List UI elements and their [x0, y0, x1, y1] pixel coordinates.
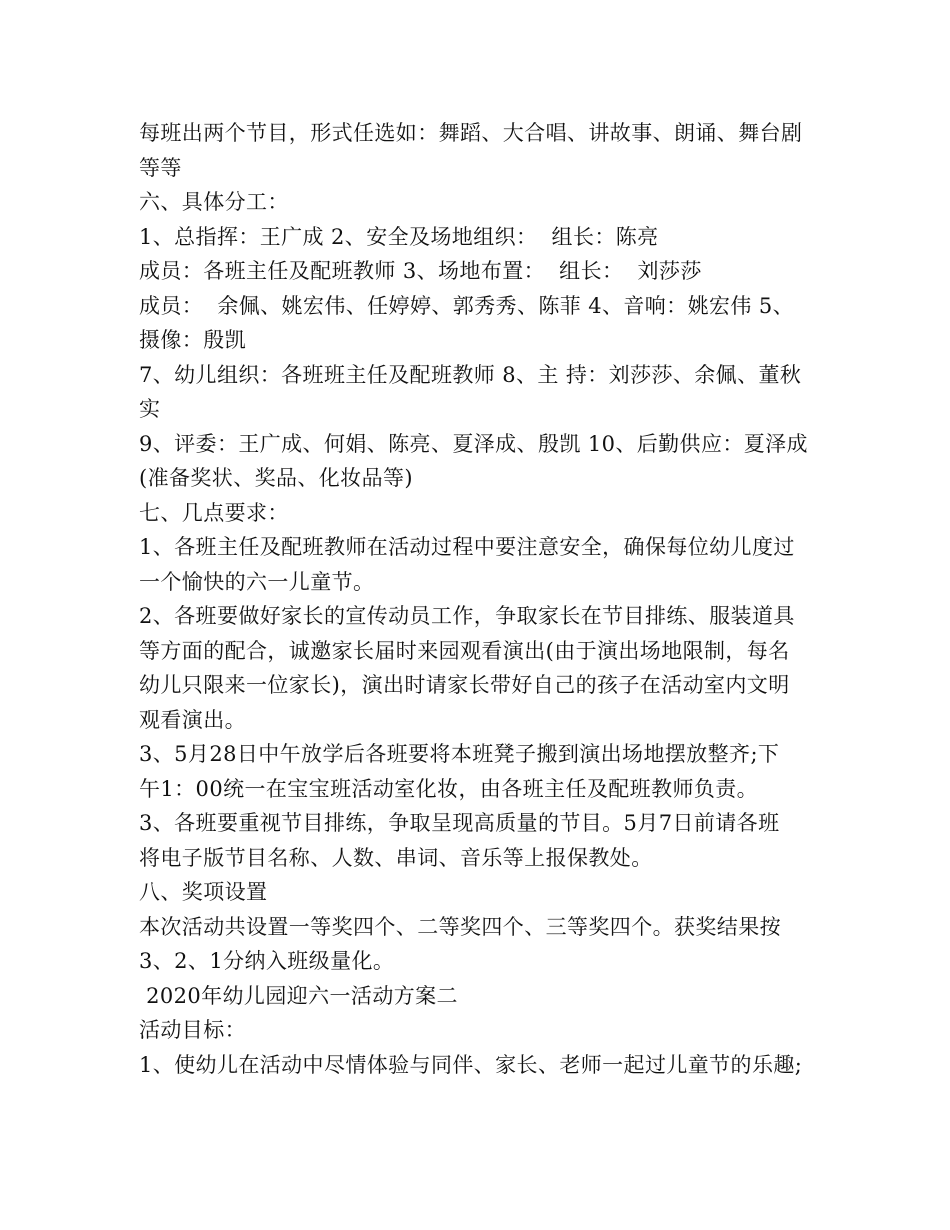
text-line: 1、各班主任及配班教师在活动过程中要注意安全，确保每位幼儿度过 [139, 535, 795, 559]
text-line: 7、幼儿组织：各班班主任及配班教师 8、主 持：刘莎莎、余佩、董秋 [139, 362, 802, 387]
text-line: 2、各班要做好家长的宣传动员工作，争取家长在节目排练、服装道具 [139, 604, 795, 628]
text-line: (准备奖状、奖品、化妆品等) [139, 466, 413, 490]
text-line: 成员：各班主任及配班教师 3、场地布置： 组长： 刘莎莎 [139, 259, 702, 283]
section-heading: 八、奖项设置 [139, 880, 268, 904]
text-line: 9、评委：王广成、何娟、陈亮、夏泽成、殷凯 10、后勤供应：夏泽成 [139, 431, 808, 456]
text-line: 成员： 余佩、姚宏伟、任婷婷、郭秀秀、陈菲 4、音响：姚宏伟 5、 [139, 293, 795, 318]
text-line: 幼儿只限来一位家长)，演出时请家长带好自己的孩子在活动室内文明 [139, 673, 790, 697]
text-line: 3、2、1分纳入班级量化。 [139, 949, 395, 973]
text-line: 观看演出。 [139, 707, 246, 732]
text-line: 每班出两个节目，形式任选如：舞蹈、大合唱、讲故事、朗诵、舞台剧 [139, 121, 803, 145]
text-line: 1、总指挥：王广成 2、安全及场地组织： 组长：陈亮 [139, 224, 659, 249]
text-line: 一个愉快的六一儿童节。 [139, 569, 375, 594]
text-line: 午1：00统一在宝宝班活动室化妆，由各班主任及配班教师负责。 [139, 776, 759, 801]
document-body [139, 116, 817, 1082]
text-line: 本次活动共设置一等奖四个、二等奖四个、三等奖四个。获奖结果按 [139, 914, 781, 939]
text-line: 1、使幼儿在活动中尽情体验与同伴、家长、老师一起过儿童节的乐趣; [139, 1052, 803, 1077]
text-line: 等方面的配合，诚邀家长届时来园观看演出(由于演出场地限制，每名 [139, 638, 790, 663]
text-line: 摄像：殷凯 [139, 328, 246, 352]
document-subtitle: 2020年幼儿园迎六一活动方案二 [139, 983, 458, 1008]
text-line: 3、5月28日中午放学后各班要将本班凳子搬到演出场地摆放整齐;下 [139, 742, 780, 766]
section-heading: 七、几点要求： [139, 500, 289, 525]
section-heading: 活动目标： [139, 1018, 246, 1042]
text-line: 3、各班要重视节目排练，争取呈现高质量的节目。5月7日前请各班 [139, 811, 780, 835]
section-heading: 六、具体分工： [139, 190, 289, 214]
text-line: 等等 [139, 155, 182, 180]
text-line: 实 [139, 397, 161, 421]
text-line: 将电子版节目名称、人数、串词、音乐等上报保教处。 [139, 845, 653, 870]
